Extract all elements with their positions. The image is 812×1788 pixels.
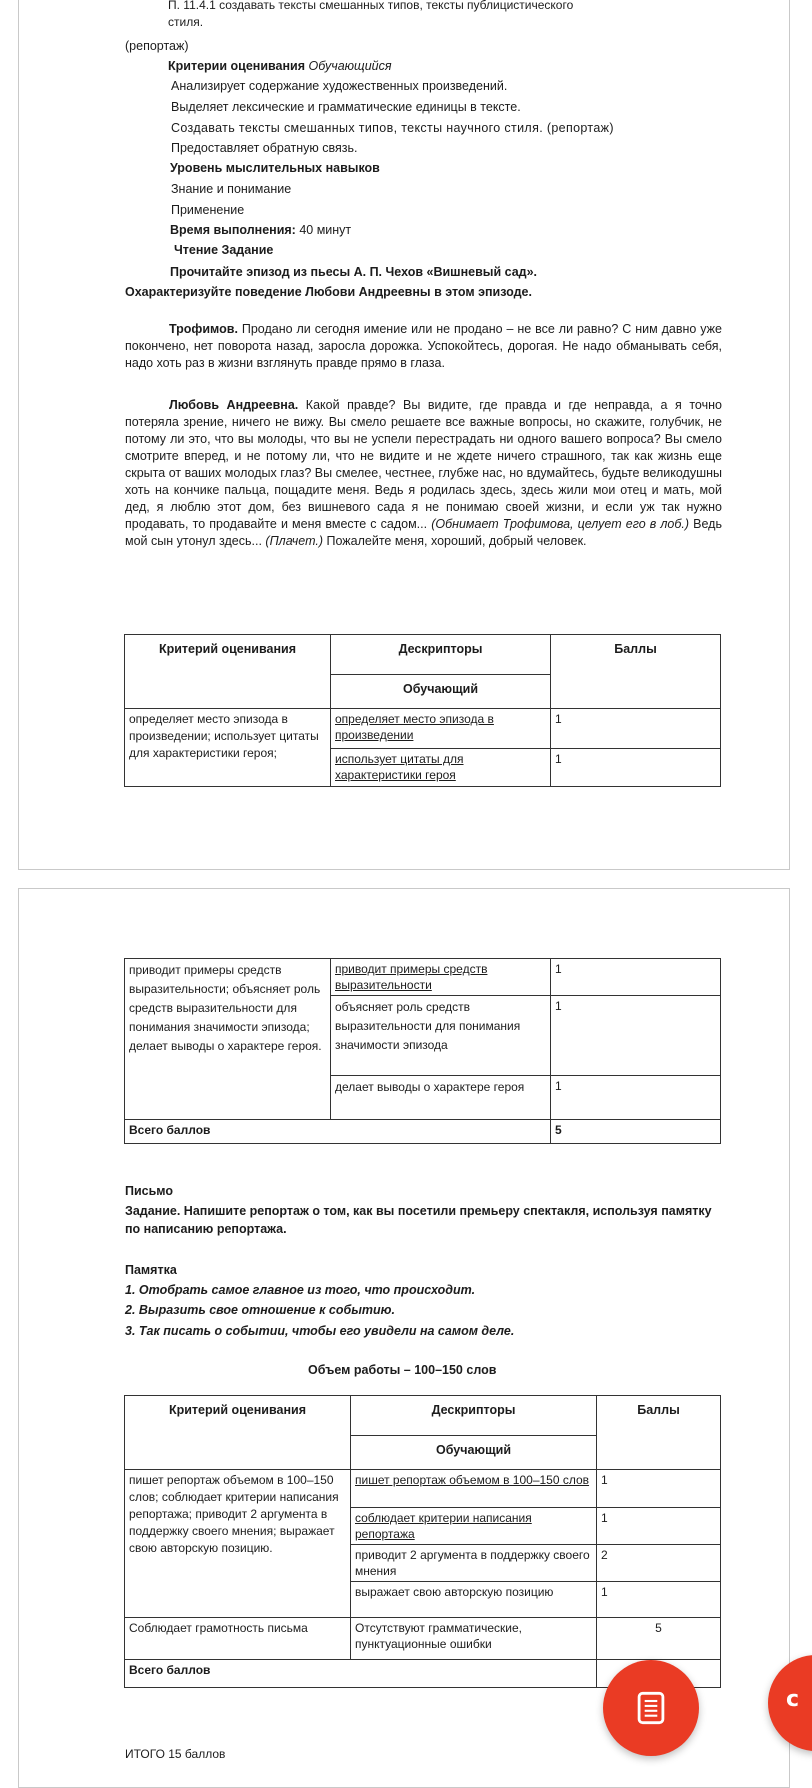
descriptor-5: делает выводы о характере героя — [331, 1076, 551, 1120]
objective-line-1: П. 11.4.1 создавать тексты смешанных типов, тексты публицистического — [168, 0, 574, 12]
descriptor-1: определяет место эпизода в произведении — [331, 709, 551, 749]
descriptor-2: соблюдает критерии написания репортажа — [351, 1508, 597, 1545]
descriptor-4: объясняет роль средств выразительности для понимания значимости эпизода — [331, 996, 551, 1076]
thinking-skill-2: Применение — [171, 203, 245, 217]
lyubov-text-2: Ведь мой сын утонул здесь... — [125, 517, 722, 548]
header-points: Баллы — [551, 635, 721, 709]
descriptor-3: приводит 2 аргумента в поддержку своего мнения — [351, 1545, 597, 1582]
duration — [170, 222, 351, 239]
points-2: 1 — [551, 749, 721, 787]
stage-direction-2: (Плачет.) — [265, 534, 323, 548]
header-student: Обучающий — [331, 675, 551, 709]
memo-item-3: 3. Так писать о событии, чтобы его увидели на самом деле. — [125, 1324, 515, 1338]
memo-heading: Памятка — [125, 1263, 177, 1277]
criteria-item-2: Выделяет лексические и грамматические единицы в тексте. — [171, 100, 521, 114]
criterion-2-cell: Соблюдает грамотность письма — [125, 1618, 351, 1660]
criteria-item-3: Создавать тексты смешанных типов, тексты научного стиля. (репортаж) — [171, 121, 614, 135]
descriptor-3: приводит примеры средств выразительности — [331, 959, 551, 996]
writing-rubric-table — [124, 1395, 721, 1688]
lyubov-text: Какой правде? Вы видите, где правда и где неправда, а я точно потеряла зрение, ничего не вижу. Вы смело решаете все важные вопросы, но скажите, голубчик, не потому ли это, что вы молоды, что вы не успели перестрадать ни одного вашего вопроса? Вы смело смотрите вперед, и не потому ли, что не видите и не ждете ничего страшного, так как жизнь еще скрыта от ваших молодых глаз? Вы смелее, честнее, глубже нас, но вдумайтесь, будьте великодушны хоть на кончике пальца, пощадите меня. Ведь я родилась здесь, здесь жили мои отец и мать, мой дед, я люблю этот дом, без вишневого сада я не понимаю своей жизни, и если уж так нужно продавать, то продавайте и меня вместе с садом... — [125, 398, 722, 531]
points-4: 1 — [597, 1582, 721, 1618]
descriptor-2: использует цитаты для характеристики героя — [331, 749, 551, 787]
writing-task: Задание. Напишите репортаж о том, как вы посетили премьеру спектакля, используя памятку по написанию репортажа. — [125, 1204, 712, 1236]
points-5: 5 — [597, 1618, 721, 1660]
trofimov-replica — [125, 321, 722, 372]
header-descriptors: Дескрипторы — [351, 1396, 597, 1436]
descriptor-5: Отсутствуют грамматические, пунктуационные ошибки — [351, 1618, 597, 1660]
thinking-skills-heading: Уровень мыслительных навыков — [170, 161, 380, 175]
secondary-action-icon: c — [786, 1687, 800, 1712]
reading-rubric-table-continued — [124, 958, 721, 1144]
criteria-heading-learner: Обучающийся — [308, 59, 392, 73]
trofimov-name: Трофимов. — [169, 322, 238, 336]
points-4: 1 — [551, 996, 721, 1076]
lyubov-replica — [125, 397, 722, 550]
reading-heading: Чтение Задание — [174, 243, 274, 257]
work-volume: Объем работы – 100–150 слов — [308, 1363, 497, 1377]
thinking-skill-1: Знание и понимание — [171, 182, 292, 196]
memo-item-2: 2. Выразить свое отношение к событию. — [125, 1303, 395, 1317]
total-value: 5 — [551, 1120, 721, 1144]
lyubov-name: Любовь Андреевна. — [169, 398, 299, 412]
header-descriptors: Дескрипторы — [331, 635, 551, 675]
criterion-cell: приводит примеры средств выразительности; объясняет роль средств выразительности для понимания значимости эпизода; делает выводы о характере героя. — [125, 959, 331, 1120]
criteria-item-1: Анализирует содержание художественных произведений. — [171, 79, 508, 93]
header-student: Обучающий — [351, 1436, 597, 1470]
memo-item-1: 1. Отобрать самое главное из того, что происходит. — [125, 1283, 476, 1297]
total-label: Всего баллов — [125, 1660, 597, 1688]
criteria-heading-label: Критерии оценивания — [168, 59, 306, 73]
descriptor-4: выражает свою авторскую позицию — [351, 1582, 597, 1618]
reading-task-1: Прочитайте эпизод из пьесы А. П. Чехов «Вишневый сад». — [170, 265, 538, 279]
lyubov-text-3: Пожалейте меня, хороший, добрый человек. — [326, 534, 587, 548]
criterion-cell: пишет репортаж объемом в 100–150 слов; соблюдает критерии написания репортажа; приводит 2 аргумента в поддержку своего мнения; выражает свою авторскую позицию. — [125, 1470, 351, 1618]
criteria-heading — [168, 58, 392, 75]
points-2: 1 — [597, 1508, 721, 1545]
trofimov-text: Продано ли сегодня имение или не продано – не все ли равно? С ним давно уже покончено, нет поворота назад, заросла дорожка. Успокойтесь, дорогая. Не надо обманывать себя, надо хоть раз в жизни взглянуть правде прямо в глаза. — [125, 322, 722, 370]
reading-rubric-table — [124, 634, 721, 787]
points-5: 1 — [551, 1076, 721, 1120]
grand-total: ИТОГО 15 баллов — [125, 1747, 226, 1761]
document-list-icon — [637, 1688, 665, 1728]
document-list-button[interactable] — [603, 1660, 699, 1756]
criterion-cell: определяет место эпизода в произведении; использует цитаты для характеристики героя; — [125, 709, 331, 787]
objective-line-2: стиля. — [168, 15, 204, 29]
duration-label: Время выполнения: — [170, 223, 296, 237]
stage-direction-1: (Обнимает Трофимова, целует его в лоб.) — [431, 517, 690, 531]
criteria-item-4: Предоставляет обратную связь. — [171, 141, 358, 155]
header-points: Баллы — [597, 1396, 721, 1470]
points-1: 1 — [597, 1470, 721, 1508]
header-criterion: Критерий оценивания — [125, 635, 331, 709]
points-3: 2 — [597, 1545, 721, 1582]
duration-value: 40 минут — [299, 223, 352, 237]
objective-line-3: (репортаж) — [125, 39, 189, 53]
descriptor-1: пишет репортаж объемом в 100–150 слов — [351, 1470, 597, 1508]
points-3: 1 — [551, 959, 721, 996]
header-criterion: Критерий оценивания — [125, 1396, 351, 1470]
writing-heading: Письмо — [125, 1184, 174, 1198]
total-label: Всего баллов — [125, 1120, 551, 1144]
reading-task-2: Охарактеризуйте поведение Любови Андреевны в этом эпизоде. — [125, 285, 532, 299]
points-1: 1 — [551, 709, 721, 749]
